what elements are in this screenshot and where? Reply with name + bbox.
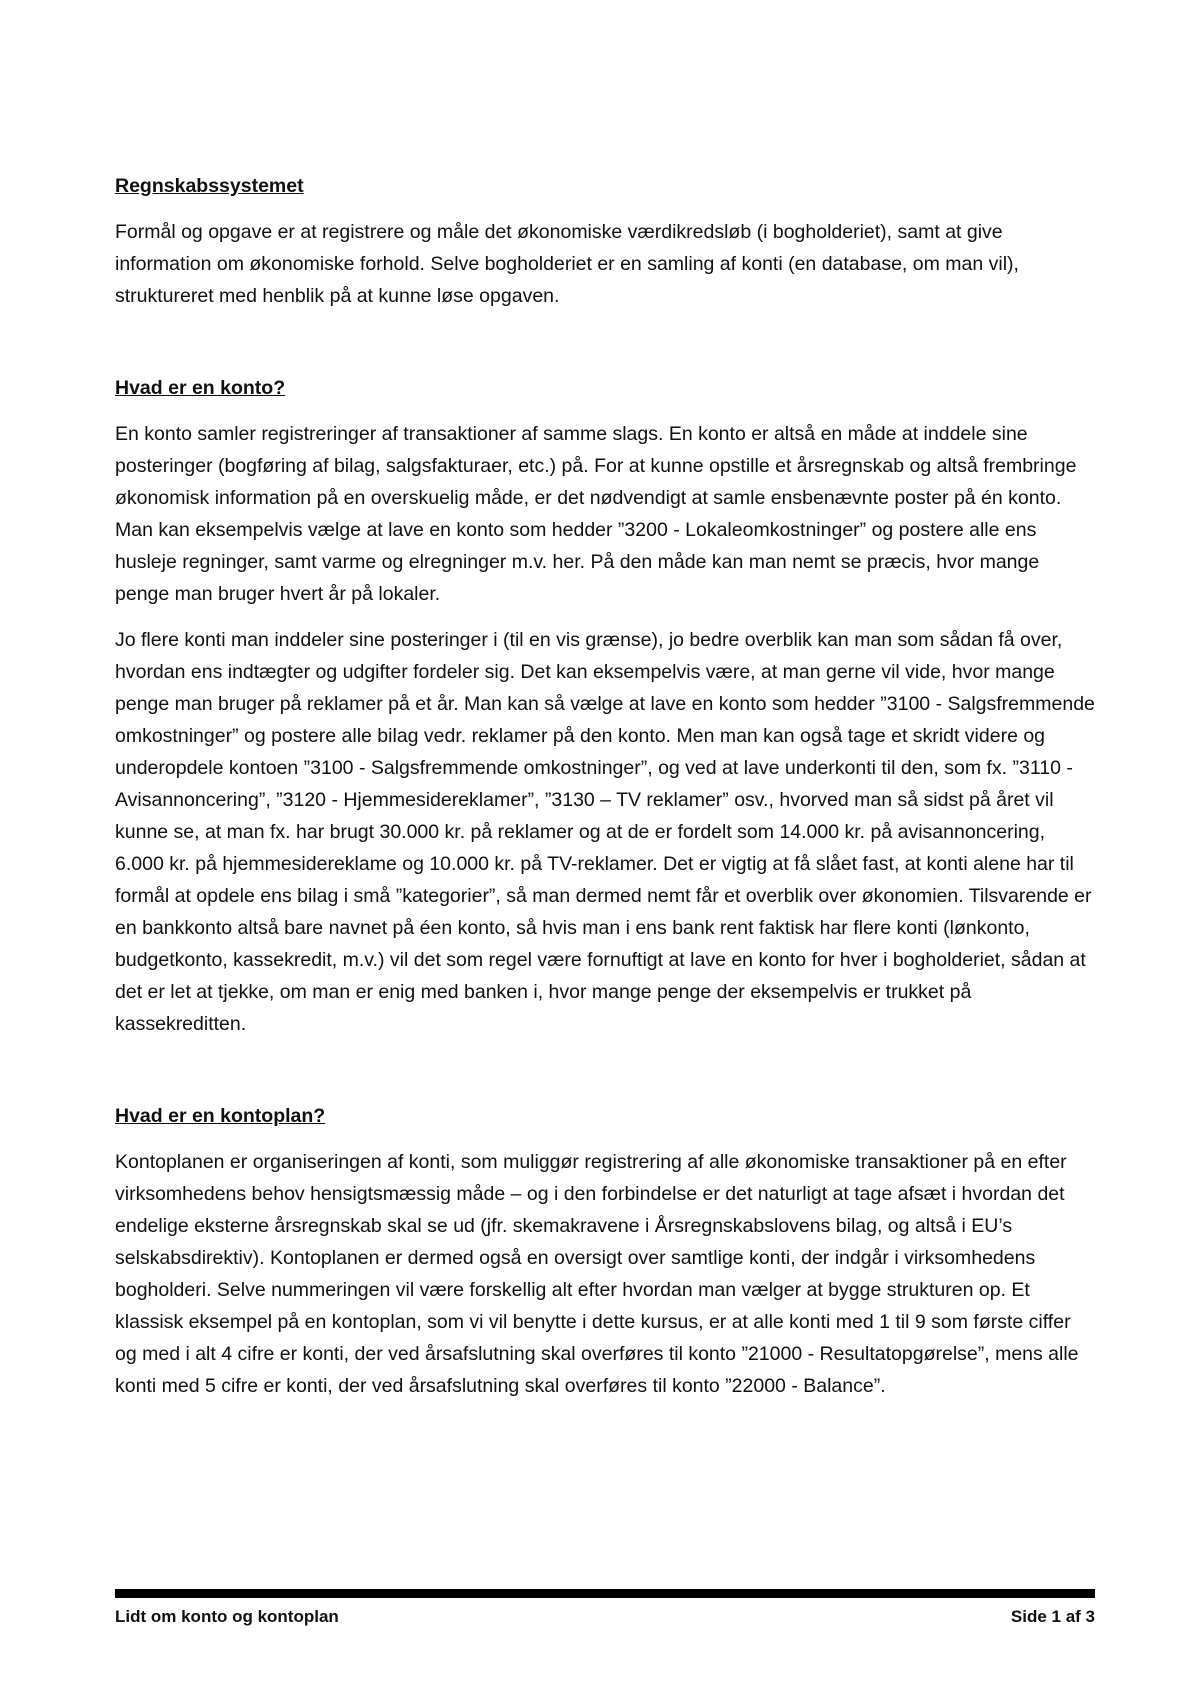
section-hvad-er-en-konto — [115, 372, 1095, 1040]
section-heading: Regnskabssystemet — [115, 175, 304, 197]
page-number: Side 1 af 3 — [1010, 1607, 1095, 1626]
section-regnskabssystemet — [115, 170, 1095, 312]
page-footer — [115, 1605, 1095, 1629]
paragraph: Formål og opgave er at registrere og måle det økonomiske værdikredsløb (i bogholderiet), samt at give information om økonomiske forhold. Selve bogholderiet er en samling af konti (en database, om man vil), struktureret med henblik på at kunne løse opgaven. — [115, 221, 1019, 307]
paragraph: En konto samler registreringer af transaktioner af samme slags. En konto er altså en måde at inddele sine posteringer (bogføring af bilag, salgsfakturaer, etc.) på. For at kunne opstille et årsregnskab og altså frembringe økonomisk information på en overskuelig måde, er det nødvendigt at samle ensbenævnte poster på én konto. Man kan eksempelvis vælge at lave en konto som hedder ”3200 - Lokaleomkostninger” og postere alle ens husleje regninger, samt varme og elregninger m.v. her. På den måde kan man nemt se præcis, hvor mange penge man bruger hvert år på lokaler. — [115, 423, 1077, 605]
section-heading: Hvad er en kontoplan? — [115, 1105, 326, 1127]
footer-divider — [115, 1589, 1095, 1598]
section-hvad-er-en-kontoplan — [115, 1100, 1095, 1402]
paragraph: Jo flere konti man inddeler sine posteringer i (til en vis grænse), jo bedre overblik kan man som sådan få over, hvordan ens indtægter og udgifter fordeler sig. Det kan eksempelvis være, at man gerne vil vide, hvor mange penge man bruger på reklamer på et år. Man kan så vælge at lave en konto som hedder ”3100 - Salgsfremmende omkostninger” og postere alle bilag vedr. reklamer på den konto. Men man kan også tage et skridt videre og underopdele kontoen ”3100 - Salgsfremmende omkostninger”, og ved at lave underkonti til den, som fx. ”3110 - Avisannoncering”, ”3120 - Hjemmesidereklamer”, ”3130 – TV reklamer” osv., hvorved man så sidst på året vil kunne se, at man fx. har brugt 30.000 kr. på reklamer og at de er fordelt som 14.000 kr. på avisannoncering, 6.000 kr. på hjemmesidereklame og 10.000 kr. på TV-reklamer. Det er vigtig at få slået fast, at konti alene har til formål at opdele ens bilag i små ”kategorier”, så man dermed nemt får et overblik over økonomien. Tilsvarende er en bankkonto altså bare navnet på éen konto, så hvis man i ens bank rent faktisk har flere konti (lønkonto, budgetkonto, kassekredit, m.v.) vil det som regel være fornuftigt at lave en konto for hver i bogholderiet, sådan at det er let at tjekke, om man er enig med banken i, hvor mange penge der eksempelvis er trukket på kassekreditten. — [115, 629, 1095, 1035]
section-heading: Hvad er en konto? — [115, 377, 286, 399]
document-body — [115, 170, 1095, 1402]
footer-title: Lidt om konto og kontoplan — [115, 1607, 339, 1626]
paragraph: Kontoplanen er organiseringen af konti, som muliggør registrering af alle økonomiske transaktioner på en efter virksomhedens behov hensigtsmæssig måde – og i den forbindelse er det naturligt at tage afsæt i hvordan det endelige eksterne årsregnskab skal se ud (jfr. skemakravene i Årsregnskabslovens bilag, og altså i EU’s selskabsdirektiv). Kontoplanen er dermed også en oversigt over samtlige konti, der indgår i virksomhedens bogholderi. Selve nummeringen vil være forskellig alt efter hvordan man vælger at bygge strukturen op. Et klassisk eksempel på en kontoplan, som vi vil benytte i dette kursus, er at alle konti med 1 til 9 som første ciffer og med i alt 4 cifre er konti, der ved årsafslutning skal overføres til konto ”21000 - Resultatopgørelse”, mens alle konti med 5 cifre er konti, der ved årsafslutning skal overføres til konto ”22000 - Balance”. — [115, 1151, 1079, 1397]
